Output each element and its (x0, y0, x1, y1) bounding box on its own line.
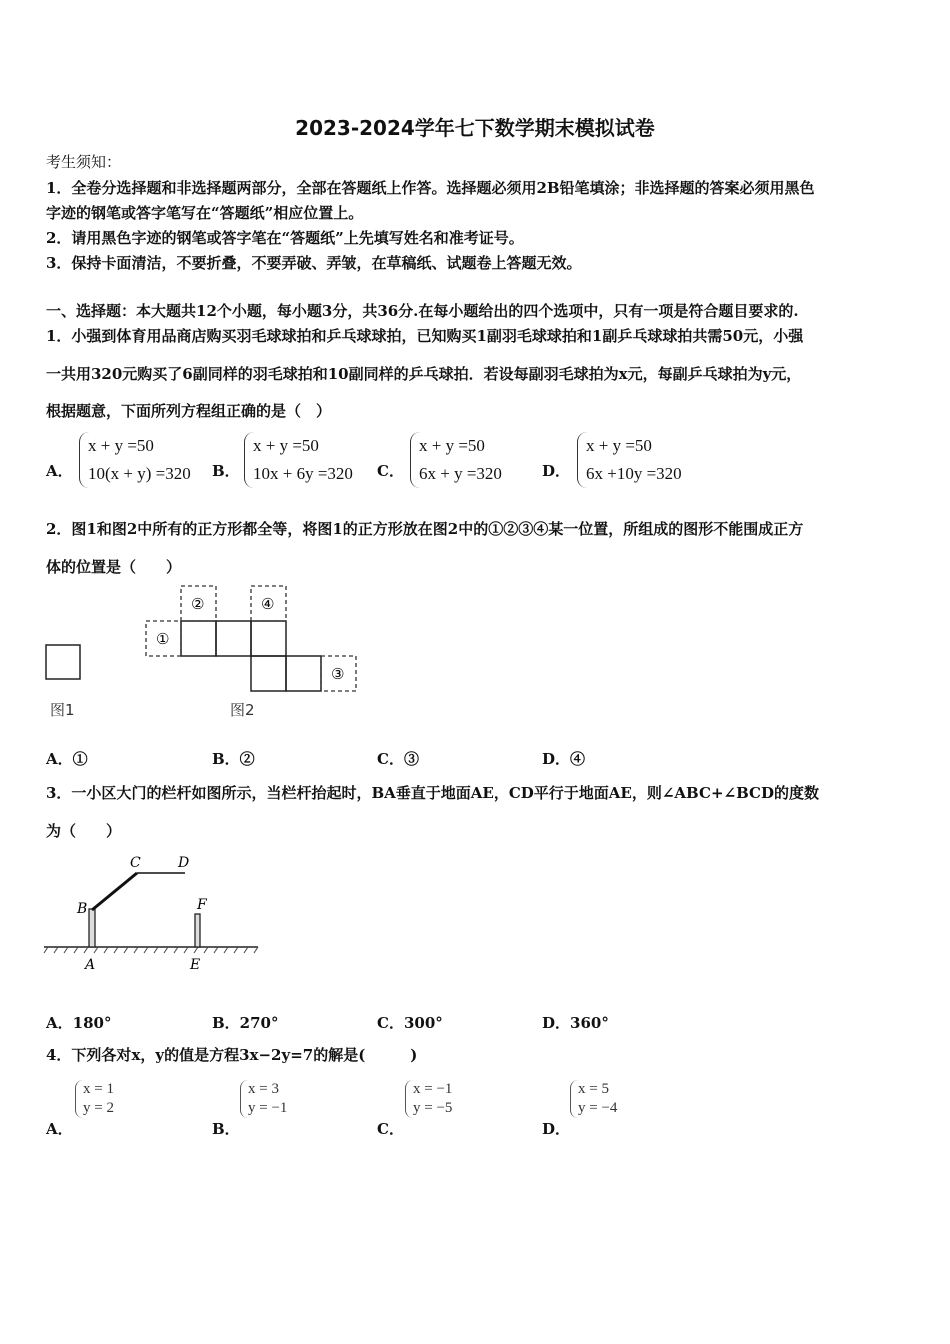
q4-option-a-system (75, 1080, 114, 1118)
q1-option-d-eq2: 6x +10y =320 (586, 464, 682, 483)
q1-line-3: 根据题意，下面所列方程组正确的是（ ） (46, 402, 332, 420)
page-title: 2023-2024学年七下数学期末模拟试卷 (295, 116, 655, 140)
q3-option-c: C．300° (377, 1014, 443, 1032)
fig2-marker-4: ④ (261, 595, 275, 613)
q4-option-d-eq1: x = 5 (578, 1081, 609, 1097)
notice-line-1: 1．全卷分选择题和非选择题两部分，全部在答题纸上作答。选择题必须用2B铅笔填涂；非选择题的答案必须用黑色 (46, 179, 815, 197)
q2-option-c: C．③ (377, 750, 419, 768)
bar-bc (92, 873, 137, 910)
q4-option-d-system (570, 1080, 617, 1118)
q3-line-2: 为（ ） (46, 822, 122, 840)
post-ef (195, 914, 200, 947)
post-ab (89, 909, 95, 947)
fig1-square (46, 645, 80, 679)
q4-option-c-eq2: y = −5 (413, 1100, 453, 1116)
label-c: C (130, 855, 141, 871)
q1-option-a-eq2: 10(x + y) =320 (88, 464, 191, 483)
notice-line-4: 3．保持卡面清洁，不要折叠，不要弄破、弄皱，在草稿纸、试题卷上答题无效。 (46, 254, 582, 272)
q1-line-2: 一共用320元购买了6副同样的羽毛球拍和10副同样的乒乓球拍．若设每副羽毛球拍为x元，每副乒乓球拍为y元， (46, 365, 802, 383)
q4-option-b-label: B． (212, 1120, 240, 1138)
q2-option-a: A．① (46, 750, 88, 768)
q4-option-d-eq2: y = −4 (578, 1100, 618, 1116)
q3-option-b: B．270° (212, 1014, 279, 1032)
section-heading: 一、选择题：本大题共12个小题，每小题3分，共36分.在每小题给出的四个选项中，只有一项是符合题目要求的. (46, 302, 799, 320)
label-a: A (85, 957, 96, 973)
q1-option-d-system (577, 432, 682, 488)
q4-option-d-label: D． (542, 1120, 571, 1138)
q4-option-c-system (405, 1080, 452, 1118)
q2-option-b: B．② (212, 750, 255, 768)
q4-option-b-system (240, 1080, 287, 1118)
q1-option-c-eq2: 6x + y =320 (419, 464, 502, 483)
q1-option-a-eq1: x + y =50 (88, 436, 154, 455)
q4-option-a-label: A． (46, 1120, 73, 1138)
fig2-marker-3: ③ (331, 665, 345, 683)
q2-option-d: D．④ (542, 750, 586, 768)
notice-heading: 考生须知： (46, 153, 122, 171)
q1-option-d-eq1: x + y =50 (586, 436, 652, 455)
q1-option-b-label: B． (212, 462, 240, 480)
q1-option-c-system (410, 432, 502, 488)
q3-line-1: 3．一小区大门的栏杆如图所示，当栏杆抬起时，BA垂直于地面AE，CD平行于地面AE，则∠ABC+∠BCD的度数 (46, 784, 819, 802)
q1-option-c-eq1: x + y =50 (419, 436, 485, 455)
q1-option-d-label: D． (542, 462, 571, 480)
q1-option-b-eq2: 10x + 6y =320 (253, 464, 353, 483)
fig2-net (181, 621, 321, 691)
notice-line-2: 字迹的钢笔或答字笔写在“答题纸”相应位置上。 (46, 204, 364, 222)
q4-option-c-label: C． (377, 1120, 404, 1138)
q4-option-a-eq1: x = 1 (83, 1081, 114, 1097)
label-d: D (178, 855, 190, 871)
q1-option-a-label: A． (46, 462, 73, 480)
notice-line-3: 2．请用黑色字迹的钢笔或答字笔在“答题纸”上先填写姓名和准考证号。 (46, 229, 524, 247)
fig2-caption: 图2 (230, 701, 255, 719)
label-f: F (197, 897, 207, 913)
label-b: B (77, 901, 88, 917)
q2-line-2: 体的位置是（ ） (46, 558, 182, 576)
q4-option-c-eq1: x = −1 (413, 1081, 453, 1097)
fig2-marker-1: ① (156, 630, 170, 648)
q4-line: 4．下列各对x，y的值是方程3x−2y=7的解是( ) (46, 1046, 418, 1064)
q1-option-a-system (79, 432, 191, 488)
q3-gate-figure (44, 852, 264, 972)
q4-option-b-eq2: y = −1 (248, 1100, 288, 1116)
q3-option-a: A．180° (46, 1014, 112, 1032)
q1-option-b-eq1: x + y =50 (253, 436, 319, 455)
fig1-caption: 图1 (50, 701, 75, 719)
fig2-marker-2: ② (191, 595, 205, 613)
q2-figures (40, 583, 370, 723)
q4-option-b-eq1: x = 3 (248, 1081, 279, 1097)
ground-hatching (44, 947, 258, 953)
q2-line-1: 2．图1和图2中所有的正方形都全等，将图1的正方形放在图2中的①②③④某一位置，所组成的图形不能围成正方 (46, 520, 804, 538)
q4-option-a-eq2: y = 2 (83, 1100, 114, 1116)
q3-option-d: D．360° (542, 1014, 609, 1032)
label-e: E (190, 957, 201, 973)
q1-line-1: 1．小强到体育用品商店购买羽毛球球拍和乒乓球球拍，已知购买1副羽毛球球拍和1副乒乓球球拍共需50元，小强 (46, 327, 804, 345)
q1-option-b-system (244, 432, 353, 488)
q1-option-c-label: C． (377, 462, 404, 480)
